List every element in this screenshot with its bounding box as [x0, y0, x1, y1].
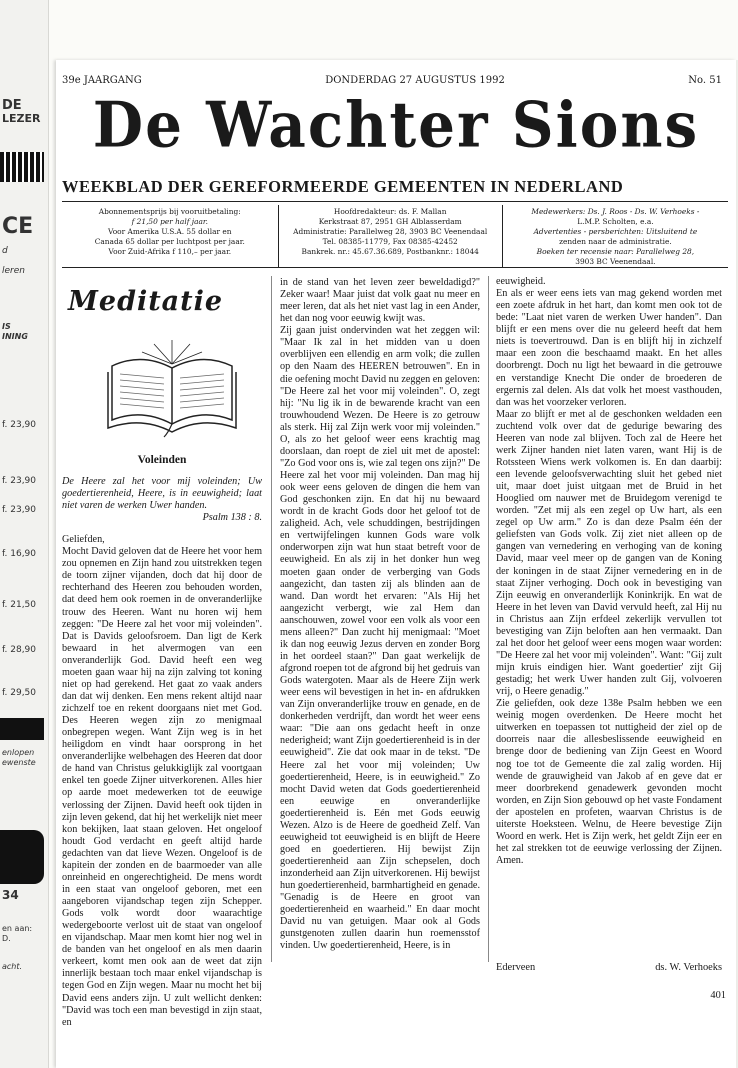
info-line: Voor Zuid-Afrika f 110,– per jaar.	[108, 247, 232, 256]
info-line: Hoofdredakteur: ds. F. Mallan	[333, 207, 447, 216]
info-line: Canada 65 dollar per luchtpost per jaar.	[94, 237, 245, 246]
newspaper-page	[56, 60, 736, 1068]
strip-text: en aan:	[2, 924, 33, 933]
info-line: Administratie: Parallelweg 28, 3903 BC Veenendaal	[293, 227, 488, 236]
strip-price: f. 29,50	[2, 688, 37, 698]
strip-black-block	[0, 718, 44, 740]
info-line: Bankrek. nr.: 45.67.36.689, Postbanknr.: 18044	[301, 247, 479, 256]
strip-price: f. 23,90	[2, 505, 37, 515]
column-divider	[488, 276, 489, 962]
issue-number: No. 51	[688, 75, 722, 86]
barcode-graphic	[0, 152, 44, 182]
info-line: f 21,50 per half jaar.	[131, 217, 208, 226]
info-line: Voor Amerika U.S.A. 55 dollar en	[108, 227, 232, 236]
strip-text: D.	[2, 934, 11, 943]
article-title: Voleinden	[137, 454, 187, 466]
open-bible-icon	[102, 338, 242, 438]
article-column-1	[62, 276, 262, 1029]
info-line: zenden naar de administratie.	[559, 237, 672, 246]
info-line: Abonnementsprijs bij vooruitbetaling:	[98, 207, 241, 216]
masthead	[56, 88, 736, 162]
editorial-info	[279, 205, 503, 267]
info-line: Medewerkers: Ds. J. Roos - Ds. W. Verhoeks -	[531, 207, 700, 216]
strip-text: INING	[2, 332, 28, 341]
adjacent-page-strip	[0, 0, 49, 1068]
section-title: Meditatie	[68, 286, 224, 317]
issue-date: DONDERDAG 27 AUGUSTUS 1992	[325, 75, 505, 86]
strip-price: f. 28,90	[2, 645, 37, 655]
scripture-quote: De Heere zal het voor mij voleinden; Uw goedertierenheid, Heere, is in eeuwigheid; laat niet varen de werken Uwer handen.	[62, 476, 262, 512]
strip-price: f. 21,50	[2, 600, 37, 610]
strip-text: ewenste	[2, 758, 36, 767]
strip-price: f. 16,90	[2, 549, 37, 559]
strip-price: f. 23,90	[2, 420, 37, 430]
subscription-info	[62, 205, 279, 267]
paragraph: Mocht David geloven dat de Heere het voor hem zou opnemen en Zijn hand zou uitstrekken tegen de toorn zijner vijanden, doch dat hij door de rechterhand des Heeren zou behouden worden, dat deed hem ook roemen in de onveranderlijke trouw des Heeren. Want nu horen wij hem zeggen: "De Heere zal het voor mij voleinden". Dat is Davids geloofsroem. Dan ligt de Kerk bewaard in het alvermogen van een onveranderlijk God. David heeft een weg moeten gaan waar hij na zijn zalving tot koning niet op had gerekend. Het gaat zo vaak anders dan dat wij denken. Een mens rekent altijd naar zichzelf toe en rekent doorgaans niet met God. Des Heeren wegen zijn zo menigmaal onbegrepen wegen. Want Zijn weg is in het heiligdom en vindt haar oorsprong in het onveranderlijke welbehagen des Heeren dat door de hand van Christus gelukkiglijk zal voortgaan enkel ten goede Zijner uitverkorenen. Alles hier op aarde moet medewerken tot de eeuwige verlossing der Zijnen. David heeft ook tijden in zijn leven gekend, dat hij het werkelijk niet meer kon bekijken, laat staan geloven. Het ongeloof houdt God verdacht en geeft altijd harde gedachten van dat lieve Wezen. Ongeloof is de kapitein der zonden en de baarmoeder van alle onreinheid en ongerechtigheid. De mens wordt in een staat van ongeloof geboren, met een aangeboren vijandschap tegen zijn Schepper. Gods volk wordt door waarachtige wedergeboorte verlost uit de staat van ongeloof en vijandschap. Maar men komt hier nog wel in de banden van het ongeloof en als men daarin verkeert, komt men ook aan de weet dat zijn innerlijk bestaan toch maar enkel vijandschap is tegen God en Zijn wegen. Maar nu mocht het bij David eens anders zijn. U zult wellicht denken: "David was toch een man bevestigd in zijn staat, en	[62, 546, 262, 1028]
scripture-reference: Psalm 138 : 8.	[202, 512, 262, 524]
strip-price: f. 23,90	[2, 476, 37, 486]
info-line: Boeken ter recensie naar: Parallelweg 28,	[536, 247, 695, 256]
paragraph: Maar zo blijft er met al de geschonken weldaden een zuchtend volk over dat de gedurige bewaring des Heeren van node zal blijven. Toch zal de Heere het werk Zijner handen niet laten varen, want Hij is de Rotssteen Wiens werk volkomen is. En dan daarbij: een levende geloofsverwachting sluit het gebed niet uit, maar doet juist uitgaan met de Bruid in het Hooglied om nauwer met de Bruidegom verenigd te worden. "Zet mij als een zegel op Uw hart, als een zegel op Uw arm." Zo is dan deze Psalm één der geliefsten van Gods volk. Zij ziet niet alleen op de gangen van vernedering en verhoging van de koning David, maar veel meer op de gangen van de Koning der koningen in de staat Zijner vernedering en in de staat Zijner verhoging. Doch ook in bevestiging van Zijn eeuwig en onveranderlijk Koninkrijk. En wat de Heere in het leven van David vervuld heeft, zal Hij nu in Christus aan Zijn erfdeel zekerlijk vervullen tot bevestiging van Zijn beloften aan hen vermaakt. Dan zal het door het geloof weer eens mogen waar worden: "De Heere zal het voor mij voleinden". Want: "Gij zult mijn kruis eindigen hier. Want goedertier' zijt Gij gestadig; het werk Uwer handen zult Gij, volvoeren vrij, o Heere genadig."	[496, 408, 722, 698]
info-line: Kerkstraat 87, 2951 GH Alblasserdam	[318, 217, 462, 226]
paragraph: Zie geliefden, ook deze 138e Psalm hebben we een weinig mogen overdenken. De Heere mocht het uitwerken en toepassen tot nuttigheid der ziel op de doorreis naar die allesbeslissende eeuwigheid en brenge door de bediening van Zijn Geest en Woord nog toe tot de Gemeente die zal zalig worden. Hij wende de grauwigheid van Jakob af en geve dat er meer doorbrekend genadewerk gevonden mocht worden, en Zijn Sion gebouwd op het vaste Fondament der apostelen en profeten, waarvan Christus is de uiterste Hoeksteen. Welnu, de Heere bevestige Zijn Woord en werk. Het is Zijn werk, het geldt Zijn eer en het zal strekken tot de eeuwige verlossing der Zijnen. Amen.	[496, 698, 722, 866]
strip-text: enlopen	[2, 748, 35, 757]
issue-line	[62, 75, 722, 86]
column-divider	[271, 276, 272, 962]
volume-label: 39e JAARGANG	[62, 75, 142, 86]
strip-text: acht.	[2, 962, 23, 971]
info-line: Advertenties - persberichten: Uitsluitend te	[533, 227, 698, 236]
strip-text: IS	[2, 322, 11, 331]
article-column-3	[496, 276, 722, 867]
masthead-rule	[62, 201, 728, 202]
signature-line	[496, 962, 722, 973]
publication-info	[62, 205, 728, 268]
paragraph: Geliefden,	[62, 534, 105, 546]
masthead-title: De Wachter Sions	[92, 88, 700, 162]
contributors-info	[503, 205, 728, 267]
paragraph: Zij gaan juist ondervinden wat het zeggen wil: "Maar Ik zal in het midden van u doen overblijven een ellendig en arm volk; die zullen op den Naam des HEEREN betrouwen". En in die oefening mocht David nu zeggen en geloven: "De Heere zal het voor mij voleinden". O, zegt hij: "Nu lig ik in de bewarende kracht van een trouwhoudend Wezen. De Heere is zo getrouw als sterk. Hij zal Zijn werk voor mij voleinden." O, als zo het geloof weer eens krachtig mag doorslaan, dan roept de ziel uit met de apostel: "Zo God voor ons is, wie zal tegen ons zijn?" De Heere zal het voor mij voleinden. Dan mag hij ook weer eens geloven de dingen die hem van God geschonken zijn. En dat hij nu bewaard wordt in de kracht Gods door het geloof tot de zaligheid. Ach, vele schuddingen, bestrijdingen en vertwijfelingen kunnen Gods ware volk onderworpen zijn wat hun staat betreft voor de eeuwigheid. En als zij in het donker hun weg moeten gaan onder de verberging van Gods aangezicht, dan tasten zij als blinden aan de wand. Dan wordt het ervaren: "Als Hij het aangezicht verbergt, wie zal Hem dan aanschouwen, zowel voor een volk als voor een mens alleen?" Dan zucht hij menigmaal: "Moet ik dan nog eeuwig Jezus derven en zonder Borg in het oordeel staan?" Dan gaat werkelijk de afgrond roepen tot de afgrond bij het gedruis van Gods watergoten. Maar als de Heere Zijn werk weer eens wil bevestigen in het in- en afdrukken van Zijn onveranderlijke trouw en genade, en de donkerheden verdrijft, dan wordt het weer eens waar: "Die aan ons gedacht heeft in onze nederigheid; want Zijn goedertierenheid is in der eeuwigheid". Zie dat ook maar in de tekst. "De Heere zal het voor mij voleinden; Uw goedertierenheid, Heere, is in eeuwigheid." Zo mocht David weten dat Gods goedertierenheid een eeuwige en onveranderlijke goedertierenheid is. Eén met Gods eeuwig Wezen. Alzo is de Heere de goedheid Zelf. Van eeuwigheid tot eeuwigheid is en blijft de Heere goed en goedertieren. Hij bewijst Zijn goedertierenheid aan Zijn schepselen, doch inzonderheid aan Zijn uitverkorenen. Hij bewijst hun goedertierenheid, barmhartigheid en genade. "Genadig is de Heere en groot van goedertierenheid en waarheid." En daar mocht David nu van getuigen. Maar ook al Gods gunstgenoten zullen daarin hun roemensstof vinden. Uw goedertierenheid, Heere, is in	[280, 325, 481, 952]
paragraph: En als er weer eens iets van mag gekend worden met een zoete afdruk in het hart, dan komt men ook tot de bede: "Laat niet varen de werken Uwer handen". Dan blijft er een mens over die nu geleerd heeft dat hem niets is toevertrouwd. Dan is en blijft hij in zichzelf maar een zoon die beschaamd maakt. En het alles doorbrengt. Doch nu ligt het bewaard in die getrouwe en verstandige Knecht Die onder de broederen de ergernis zal delen. Als dat volk het moest vasthouden, dan was het voorzeker verloren.	[496, 288, 722, 408]
page-number: 401	[710, 990, 726, 1001]
article-column-2	[280, 277, 480, 953]
info-line: L.M.P. Scholten, e.a.	[577, 217, 654, 226]
strip-text: 34	[2, 888, 19, 902]
strip-text: d	[2, 246, 8, 256]
place-name: Ederveen	[496, 962, 536, 973]
strip-text: DE	[2, 98, 22, 113]
strip-text: CE	[2, 214, 34, 239]
paragraph: in de stand van het leven zeer beweldadigd?" Zeker waar! Maar juist dat volk gaat nu meer en meer leren, dat als het niet vast lag in een Ander, het dan nog voor eeuwig kwijt was.	[280, 277, 480, 325]
author-name: ds. W. Verhoeks	[655, 962, 722, 973]
meditatie-header	[62, 276, 262, 448]
strip-text: leren	[2, 266, 25, 276]
strip-text: LEZER	[2, 112, 41, 125]
strip-black-block	[0, 830, 44, 884]
paragraph: eeuwigheid.	[496, 276, 546, 287]
info-line: Tel. 08385-11779, Fax 08385-42452	[322, 237, 458, 246]
masthead-subtitle: WEEKBLAD DER GEREFORMEERDE GEMEENTEN IN NEDERLAND	[62, 177, 624, 196]
info-line: 3903 BC Veenendaal.	[575, 257, 656, 266]
